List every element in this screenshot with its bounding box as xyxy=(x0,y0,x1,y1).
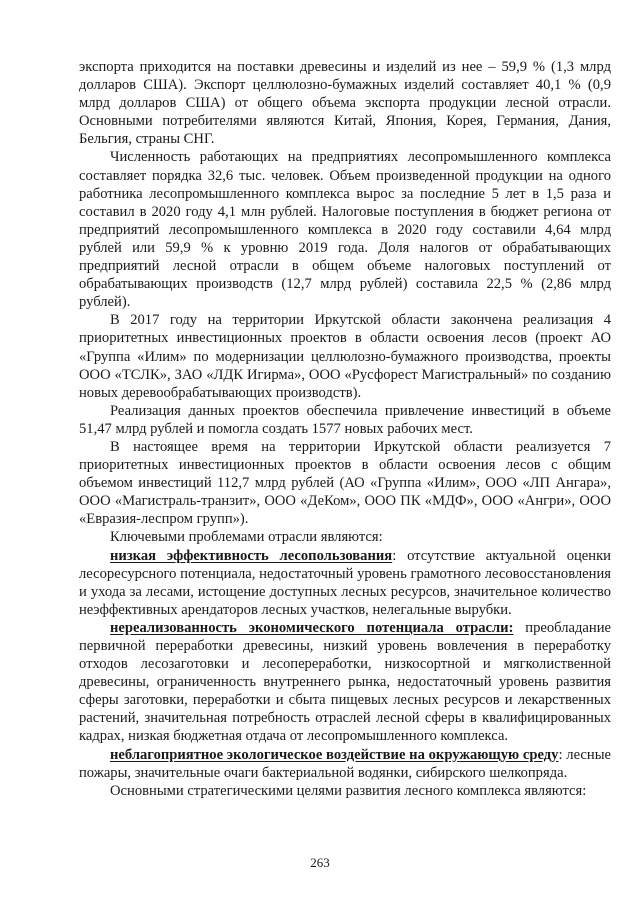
paragraph-export: экспорта приходится на поставки древесины и изделий из нее – 59,9 % (1,3 млрд долларов США). Экспорт целлюлозно-бумажных изделий составляет 40,1 % (0,9 млрд долларов США) от общего объема экспорта продукции лесной отрасли. Основными потребителями являются Китай, Япония, Корея, Германия, Дания, Бельгия, страны СНГ. xyxy=(79,59,611,148)
paragraph-key-problems-intro: Ключевыми проблемами отрасли являются: xyxy=(110,529,383,546)
problem-ecological-impact-text: : лесные пожары, значительные очаги бактериальной водянки, сибирского шелкопряда. xyxy=(79,746,611,781)
paragraph-projects-2017: В 2017 году на территории Иркутской области закончена реализация 4 приоритетных инвестиционных проектов в области освоения лесов (проект АО «Группа «Илим» по модернизации целлюлозно-бумажного производства, проекты ООО «ТСЛК», ЗАО «ЛДК Игирма», ООО «Русфорест Магистральный» по созданию новых деревообрабатывающих производств). xyxy=(79,312,611,401)
problem-low-efficiency xyxy=(79,547,611,619)
problem-low-efficiency-heading: низкая эффективность лесопользования xyxy=(110,547,393,564)
problem-ecological-impact xyxy=(79,746,611,782)
document-body xyxy=(79,58,611,800)
problem-unrealized-potential-heading: нереализованность экономического потенциала отрасли: xyxy=(110,619,514,636)
paragraph-strategic-goals: Основными стратегическими целями развития лесного комплекса являются: xyxy=(110,782,587,799)
problem-unrealized-potential xyxy=(79,619,611,746)
problem-unrealized-potential-text: преобладание первичной переработки древесины, низкий уровень вовлечения в переработку отходов лесозаготовки и лесопереработки, низкосортной и мягколиственной древесины, ограниченность внутреннего рынка, недостаточный уровень развития сферы заготовки, переработки и сбыта пищевых лесных ресурсов и лекарственных растений, значительная потребность отраслей лесной сферы в квалифицированных кадрах, низкая бюджетная отдача от лесопромышленного комплекса. xyxy=(79,619,611,745)
problem-low-efficiency-text: : отсутствие актуальной оценки лесоресурсного потенциала, недостаточный уровень грамотного лесовосстановления и ухода за лесами, истощение доступных лесных ресурсов, значительное количество неэффективных арендаторов лесных участков, нелегальные вырубки. xyxy=(79,547,611,618)
page-number: 263 xyxy=(310,855,330,870)
paragraph-current-projects: В настоящее время на территории Иркутской области реализуется 7 приоритетных инвестиционных проектов в области освоения лесов с общим объемом инвестиций 112,7 млрд рублей (АО «Группа «Илим», ООО «ЛП Ангара», ООО «Магистраль-транзит», ООО «ДеКом», ООО ПК «МДФ», ООО «Ангри», ООО «Евразия-леспром групп»). xyxy=(79,438,611,528)
paragraph-employment: Численность работающих на предприятиях лесопромышленного комплекса составляет порядка 32,6 тыс. человек. Объем произведенной продукции на одного работника лесопромышленного комплекса вырос за последние 5 лет в 1,5 раза и составил в 2020 году 4,1 млн рублей. Налоговые поступления в бюджет региона от предприятий лесопромышленного комплекса в 2020 году составили 4,64 млрд рублей или 59,9 % к уровню 2019 года. Доля налогов от обрабатывающих предприятий лесной отрасли в общем объеме налоговых поступлений от обрабатывающих производств (12,7 млрд рублей) составила 22,5 % (2,86 млрд рублей). xyxy=(79,149,611,311)
problem-ecological-impact-heading: неблагоприятное экологическое воздействие на окружающую среду xyxy=(110,746,559,763)
paragraph-investments-result: Реализация данных проектов обеспечила привлечение инвестиций в объеме 51,47 млрд рублей и помогла создать 1577 новых рабочих мест. xyxy=(79,402,611,437)
